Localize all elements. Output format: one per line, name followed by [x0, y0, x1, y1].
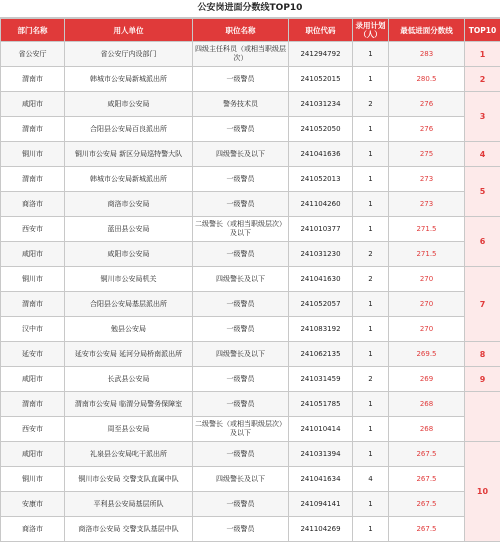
position-cell: 一级警员: [193, 242, 289, 267]
plan-cell: 1: [353, 392, 389, 417]
position-cell: 一级警员: [193, 517, 289, 542]
position-cell: 一级警员: [193, 367, 289, 392]
table-row: [1, 367, 500, 392]
dept-cell: 渭南市: [1, 292, 65, 317]
position-cell: 警务技术员: [193, 92, 289, 117]
dept-cell: 汉中市: [1, 317, 65, 342]
unit-cell: 咸阳市公安局: [65, 242, 193, 267]
code-cell: 241083192: [289, 317, 353, 342]
code-cell: 241052057: [289, 292, 353, 317]
unit-cell: 商洛市公安局 交警支队基层中队: [65, 517, 193, 542]
unit-cell: 咸阳市公安局: [65, 92, 193, 117]
header-dept: 部门名称: [1, 19, 65, 42]
score-cell: 271.5: [389, 242, 465, 267]
header-plan: 录用计划（人）: [353, 19, 389, 42]
score-cell: 270: [389, 317, 465, 342]
score-cell: 270: [389, 292, 465, 317]
dept-cell: 咸阳市: [1, 367, 65, 392]
position-cell: 一级警员: [193, 392, 289, 417]
score-cell: 275: [389, 142, 465, 167]
code-cell: 241052015: [289, 67, 353, 92]
position-cell: 四级警长及以下: [193, 467, 289, 492]
score-cell: 280.5: [389, 67, 465, 92]
position-cell: 四级警长及以下: [193, 267, 289, 292]
position-cell: 一级警员: [193, 167, 289, 192]
plan-cell: 2: [353, 92, 389, 117]
unit-cell: 韩城市公安局新城派出所: [65, 167, 193, 192]
code-cell: 241010414: [289, 417, 353, 442]
code-cell: 241031234: [289, 92, 353, 117]
score-cell: 267.5: [389, 442, 465, 467]
plan-cell: 1: [353, 167, 389, 192]
plan-cell: 1: [353, 42, 389, 67]
plan-cell: 2: [353, 242, 389, 267]
table-row: [1, 442, 500, 467]
score-cell: 276: [389, 117, 465, 142]
dept-cell: 延安市: [1, 342, 65, 367]
rank-cell: 4: [465, 142, 500, 167]
unit-cell: 礼泉县公安局叱干派出所: [65, 442, 193, 467]
table-row: [1, 317, 500, 342]
dept-cell: 商洛市: [1, 517, 65, 542]
score-cell: 270: [389, 267, 465, 292]
unit-cell: 韩城市公安局新城派出所: [65, 67, 193, 92]
plan-cell: 1: [353, 342, 389, 367]
code-cell: 241052050: [289, 117, 353, 142]
plan-cell: 1: [353, 67, 389, 92]
rank-cell: 9: [465, 367, 500, 392]
dept-cell: 铜川市: [1, 467, 65, 492]
score-cell: 273: [389, 167, 465, 192]
table-row: [1, 517, 500, 542]
code-cell: 241051785: [289, 392, 353, 417]
plan-cell: 1: [353, 442, 389, 467]
table-row: [1, 342, 500, 367]
score-cell: 268: [389, 392, 465, 417]
unit-cell: 省公安厅内设部门: [65, 42, 193, 67]
dept-cell: 咸阳市: [1, 92, 65, 117]
score-cell: 283: [389, 42, 465, 67]
plan-cell: 1: [353, 292, 389, 317]
code-cell: 241041634: [289, 467, 353, 492]
position-cell: 一级警员: [193, 292, 289, 317]
table-row: [1, 217, 500, 242]
dept-cell: 咸阳市: [1, 242, 65, 267]
dept-cell: 渭南市: [1, 117, 65, 142]
table-row: [1, 492, 500, 517]
unit-cell: 合阳县公安局百良派出所: [65, 117, 193, 142]
code-cell: 241041636: [289, 142, 353, 167]
rank-cell: [465, 392, 500, 442]
position-cell: 一级警员: [193, 317, 289, 342]
plan-cell: 1: [353, 517, 389, 542]
plan-cell: 1: [353, 217, 389, 242]
plan-cell: 1: [353, 492, 389, 517]
score-cell: 268: [389, 417, 465, 442]
unit-cell: 周至县公安局: [65, 417, 193, 442]
dept-cell: 渭南市: [1, 167, 65, 192]
header-score: 最低进面分数线: [389, 19, 465, 42]
dept-cell: 咸阳市: [1, 442, 65, 467]
table-title: 公安岗进面分数线TOP10: [0, 0, 500, 18]
dept-cell: 渭南市: [1, 392, 65, 417]
position-cell: 四级警长及以下: [193, 142, 289, 167]
position-cell: 一级警员: [193, 67, 289, 92]
table-row: [1, 417, 500, 442]
table-body: [1, 42, 500, 542]
plan-cell: 2: [353, 367, 389, 392]
code-cell: 241104260: [289, 192, 353, 217]
score-cell: 269.5: [389, 342, 465, 367]
unit-cell: 铜川市公安局 新区分局巡特警大队: [65, 142, 193, 167]
table-row: [1, 92, 500, 117]
header-position: 职位名称: [193, 19, 289, 42]
position-cell: 一级警员: [193, 442, 289, 467]
table-row: [1, 67, 500, 92]
dept-cell: 西安市: [1, 417, 65, 442]
code-cell: 241031459: [289, 367, 353, 392]
position-cell: 四级主任科员（或相当职级层次）: [193, 42, 289, 67]
rank-cell: 3: [465, 92, 500, 142]
header-code: 职位代码: [289, 19, 353, 42]
table-row: [1, 392, 500, 417]
code-cell: 241062135: [289, 342, 353, 367]
header-row: [1, 19, 500, 42]
unit-cell: 铜川市公安局机关: [65, 267, 193, 292]
plan-cell: 4: [353, 467, 389, 492]
code-cell: 241104269: [289, 517, 353, 542]
table-row: [1, 242, 500, 267]
dept-cell: 安康市: [1, 492, 65, 517]
rank-cell: 8: [465, 342, 500, 367]
code-cell: 241294792: [289, 42, 353, 67]
score-cell: 273: [389, 192, 465, 217]
unit-cell: 勉县公安局: [65, 317, 193, 342]
dept-cell: 渭南市: [1, 67, 65, 92]
table-row: [1, 142, 500, 167]
position-cell: 二级警长（或相当职级层次）及以下: [193, 417, 289, 442]
unit-cell: 蓝田县公安局: [65, 217, 193, 242]
table-row: [1, 292, 500, 317]
table-row: [1, 117, 500, 142]
score-cell: 267.5: [389, 467, 465, 492]
unit-cell: 铜川市公安局 交警支队直属中队: [65, 467, 193, 492]
table-row: [1, 167, 500, 192]
position-cell: 一级警员: [193, 117, 289, 142]
score-cell: 269: [389, 367, 465, 392]
dept-cell: 铜川市: [1, 142, 65, 167]
plan-cell: 2: [353, 267, 389, 292]
rank-cell: 7: [465, 267, 500, 342]
position-cell: 二级警长（或相当职级层次）及以下: [193, 217, 289, 242]
code-cell: 241010377: [289, 217, 353, 242]
score-table: [0, 18, 500, 542]
unit-cell: 平利县公安局基层所队: [65, 492, 193, 517]
code-cell: 241031394: [289, 442, 353, 467]
unit-cell: 渭南市公安局 临渭分局警务保障室: [65, 392, 193, 417]
plan-cell: 1: [353, 417, 389, 442]
rank-cell: 6: [465, 217, 500, 267]
plan-cell: 1: [353, 142, 389, 167]
score-cell: 276: [389, 92, 465, 117]
position-cell: 一级警员: [193, 492, 289, 517]
score-cell: 271.5: [389, 217, 465, 242]
table-row: [1, 192, 500, 217]
plan-cell: 1: [353, 117, 389, 142]
position-cell: 四级警长及以下: [193, 342, 289, 367]
position-cell: 一级警员: [193, 192, 289, 217]
code-cell: 241031230: [289, 242, 353, 267]
unit-cell: 商洛市公安局: [65, 192, 193, 217]
rank-cell: 5: [465, 167, 500, 217]
rank-cell: 1: [465, 42, 500, 67]
score-cell: 267.5: [389, 492, 465, 517]
unit-cell: 合阳县公安局基层派出所: [65, 292, 193, 317]
unit-cell: 长武县公安局: [65, 367, 193, 392]
code-cell: 241041630: [289, 267, 353, 292]
dept-cell: 西安市: [1, 217, 65, 242]
dept-cell: 铜川市: [1, 267, 65, 292]
header-unit: 用人单位: [65, 19, 193, 42]
unit-cell: 延安市公安局 延河分局桥南派出所: [65, 342, 193, 367]
table-row: [1, 267, 500, 292]
rank-cell: 2: [465, 67, 500, 92]
plan-cell: 1: [353, 192, 389, 217]
rank-cell: 10: [465, 442, 500, 542]
header-rank: TOP10: [465, 19, 500, 42]
code-cell: 241094141: [289, 492, 353, 517]
table-row: [1, 467, 500, 492]
table-row: [1, 42, 500, 67]
dept-cell: 省公安厅: [1, 42, 65, 67]
plan-cell: 1: [353, 317, 389, 342]
score-cell: 267.5: [389, 517, 465, 542]
dept-cell: 商洛市: [1, 192, 65, 217]
code-cell: 241052013: [289, 167, 353, 192]
